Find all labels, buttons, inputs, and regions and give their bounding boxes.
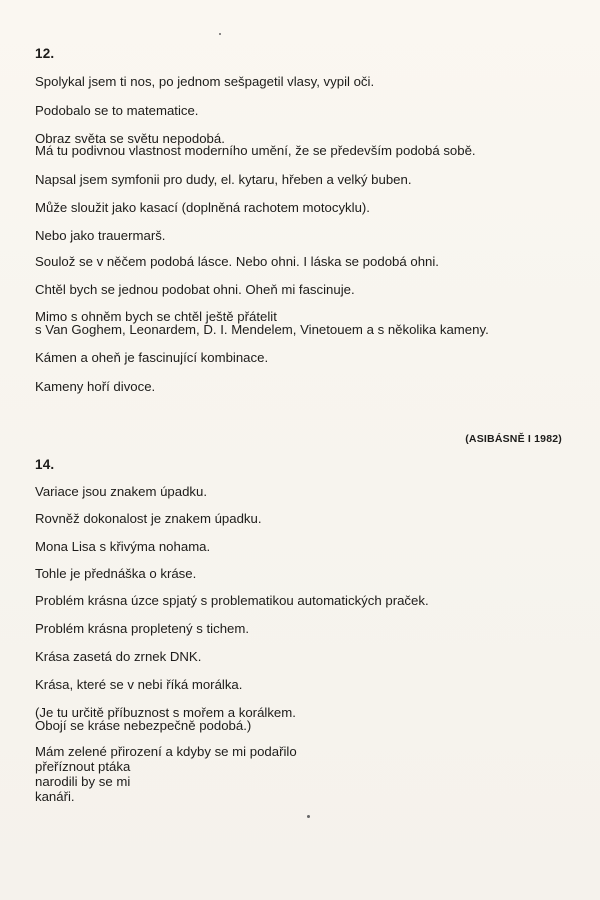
paper-speck bbox=[307, 815, 310, 818]
poem-12-line: s Van Goghem, Leonardem, D. I. Mendelem, Vinetouem a s několika kameny. bbox=[35, 322, 489, 337]
poem-14-line: Krása zasetá do zrnek DNK. bbox=[35, 649, 202, 664]
poem-14-line: Rovněž dokonalost je znakem úpadku. bbox=[35, 511, 262, 526]
poem-12-line: Má tu podivnou vlastnost moderního umění, že se především podobá sobě. bbox=[35, 143, 476, 158]
poem-12-line: Soulož se v něčem podobá lásce. Nebo ohni. I láska se podobá ohni. bbox=[35, 254, 439, 269]
poem-12-line: Chtěl bych se jednou podobat ohni. Oheň mi fascinuje. bbox=[35, 282, 355, 297]
poem-14-line: Problém krásna propletený s tichem. bbox=[35, 621, 250, 636]
poem-12-line: Kámen a oheň je fascinující kombinace. bbox=[35, 350, 269, 365]
poem-14-line: kanáři. bbox=[35, 789, 75, 804]
poem-14-line: Problém krásna úzce spjatý s problematikou automatických praček. bbox=[35, 593, 429, 608]
poem-12-line: Podobalo se to matematice. bbox=[35, 103, 199, 118]
poem-12-line: Spolykal jsem ti nos, po jednom sešpagetil vlasy, vypil oči. bbox=[35, 74, 375, 89]
poem-14-line: Obojí se kráse nebezpečně podobá.) bbox=[35, 718, 252, 733]
poem-12-line: Napsal jsem symfonii pro dudy, el. kytaru, hřeben a velký buben. bbox=[35, 172, 412, 187]
poem-12-line: Kameny hoří divoce. bbox=[35, 379, 156, 394]
poem-14-line: narodili by se mi bbox=[35, 774, 131, 789]
poem-12-line: Nebo jako trauermarš. bbox=[35, 228, 166, 243]
poem-14-line: Tohle je přednáška o kráse. bbox=[35, 566, 197, 581]
poem-14-line: Krása, které se v nebi říká morálka. bbox=[35, 677, 243, 692]
poem-12-line: Může sloužit jako kasací (doplněná rachotem motocyklu). bbox=[35, 200, 370, 215]
poem-14-line: Mona Lisa s křivýma nohama. bbox=[35, 539, 211, 554]
poem-14-title: 14. bbox=[35, 457, 55, 472]
poem-14-line: Variace jsou znakem úpadku. bbox=[35, 484, 208, 499]
poem-12-title: 12. bbox=[35, 46, 55, 61]
poem-14-line: Mám zelené přirození a kdyby se mi podařilo bbox=[35, 744, 297, 759]
source-citation: (ASIBÁSNĚ I 1982) bbox=[465, 433, 562, 445]
poem-12-line: Obraz světa se světu nepodobá. bbox=[35, 131, 225, 146]
paper-speck bbox=[219, 33, 221, 35]
poem-12-line: Mimo s ohněm bych se chtěl ještě přátelit bbox=[35, 309, 277, 324]
poem-14-line: (Je tu určitě příbuznost s mořem a korálkem. bbox=[35, 705, 296, 720]
poem-14-line: přeříznout ptáka bbox=[35, 759, 131, 774]
